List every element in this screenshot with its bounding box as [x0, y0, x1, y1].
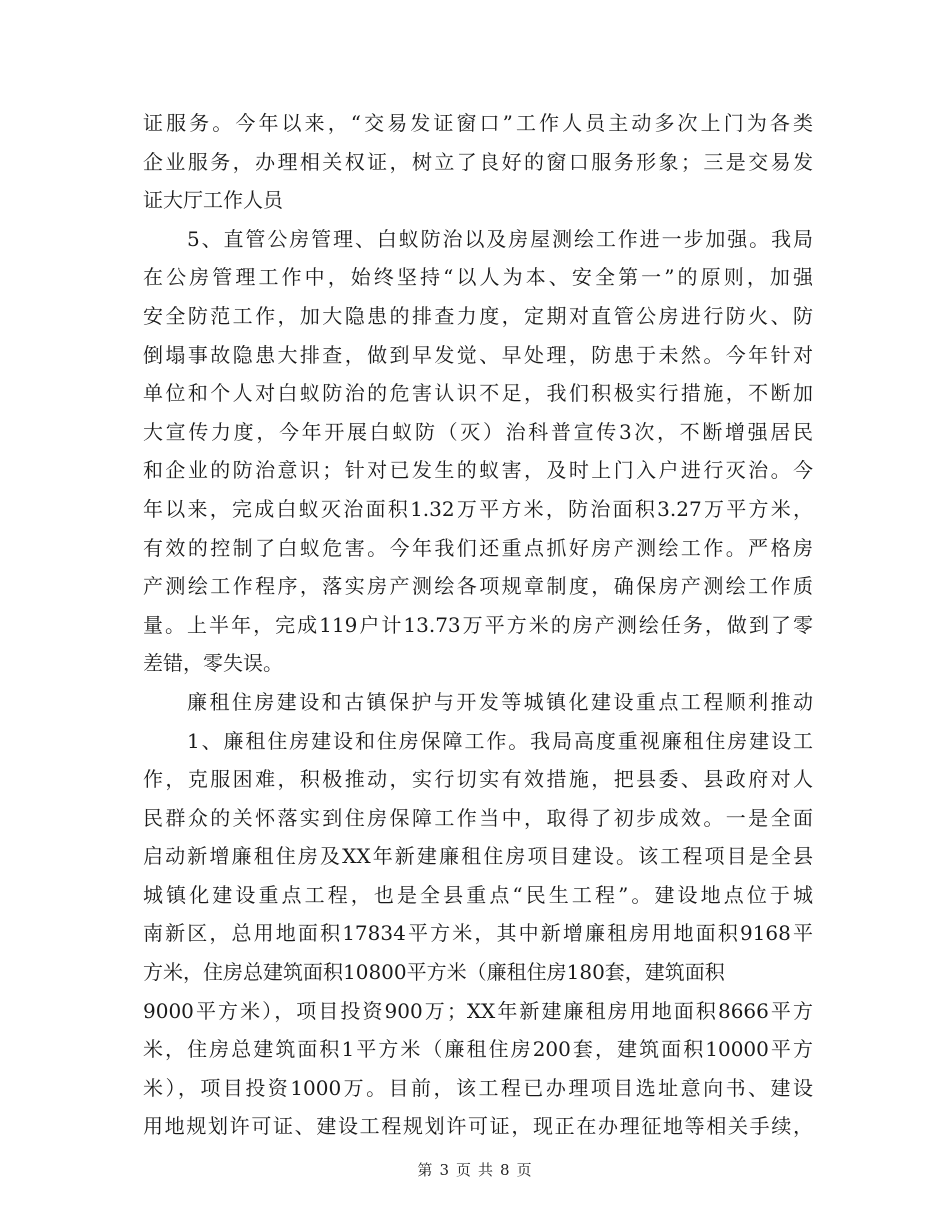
page-footer — [0, 1159, 950, 1180]
footer-total-prefix: 共 — [478, 1161, 495, 1179]
text-line: 南新区，总用地面积17834平方米，其中新增廉租房用地面积9168平 — [143, 921, 813, 946]
footer-total-unit: 页 — [516, 1161, 533, 1179]
text-line: 启动新增廉租住房及XX年新建廉租住房项目建设。该工程项目是全县 — [143, 844, 813, 869]
text-line: 5、直管公房管理、白蚁防治以及房屋测绘工作进一步加强。我局 — [187, 226, 813, 251]
text-line: 安全防范工作，加大隐患的排查力度，定期对直管公房进行防火、防 — [143, 303, 813, 328]
text-line: 倒塌事故隐患大排查，做到早发觉、早处理，防患于未然。今年针对 — [143, 342, 813, 367]
text-line: 企业服务，办理相关权证，树立了良好的窗口服务形象；三是交易发 — [143, 149, 813, 174]
document-body — [143, 104, 813, 1146]
text-line: 1、廉租住房建设和住房保障工作。我局高度重视廉租住房建设工 — [187, 728, 813, 753]
text-line: 城镇化建设重点工程，也是全县重点“民生工程”。建设地点位于城 — [143, 882, 813, 907]
text-line: 量。上半年，完成119户计13.73万平方米的房产测绘任务，做到了零 — [143, 612, 813, 637]
footer-page-unit: 页 — [455, 1161, 472, 1179]
total-page-count: 8 — [500, 1161, 511, 1179]
text-line: 证大厅工作人员 — [143, 188, 283, 213]
text-line: 9000平方米），项目投资900万；XX年新建廉租房用地面积8666平方 — [143, 998, 813, 1023]
text-line: 大宣传力度，今年开展白蚁防（灭）治科普宣传3次，不断增强居民 — [143, 419, 813, 444]
text-line: 在公房管理工作中，始终坚持“以人为本、安全第一”的原则，加强 — [143, 265, 813, 290]
current-page-number: 3 — [439, 1161, 450, 1179]
footer-prefix: 第 — [417, 1161, 434, 1179]
text-line: 年以来，完成白蚁灭治面积1.32万平方米，防治面积3.27万平方米， — [143, 496, 813, 521]
text-line: 证服务。今年以来，“交易发证窗口”工作人员主动多次上门为各类 — [143, 111, 813, 135]
text-line: 方米，住房总建筑面积10800平方米（廉租住房180套，建筑面积 — [143, 960, 725, 985]
text-line: 差错，零失误。 — [143, 651, 283, 676]
text-line: 民群众的关怀落实到住房保障工作当中，取得了初步成效。一是全面 — [143, 805, 813, 830]
text-line: 和企业的防治意识；针对已发生的蚁害，及时上门入户进行灭治。今 — [143, 458, 813, 483]
text-line: 有效的控制了白蚁危害。今年我们还重点抓好房产测绘工作。严格房 — [143, 535, 813, 560]
text-line: 用地规划许可证、建设工程规划许可证，现正在办理征地等相关手续， — [143, 1114, 813, 1139]
text-line: 单位和个人对白蚁防治的危害认识不足，我们积极实行措施，不断加 — [143, 381, 813, 406]
text-line: 产测绘工作程序，落实房产测绘各项规章制度，确保房产测绘工作质 — [143, 574, 813, 599]
text-line: 作，克服困难，积极推动，实行切实有效措施，把县委、县政府对人 — [143, 767, 813, 792]
text-line: 米），项目投资1000万。目前，该工程已办理项目选址意向书、建设 — [143, 1075, 813, 1100]
text-line: 米，住房总建筑面积1平方米（廉租住房200套，建筑面积10000平方 — [143, 1037, 813, 1062]
text-line: 廉租住房建设和古镇保护与开发等城镇化建设重点工程顺利推动 — [187, 689, 813, 714]
